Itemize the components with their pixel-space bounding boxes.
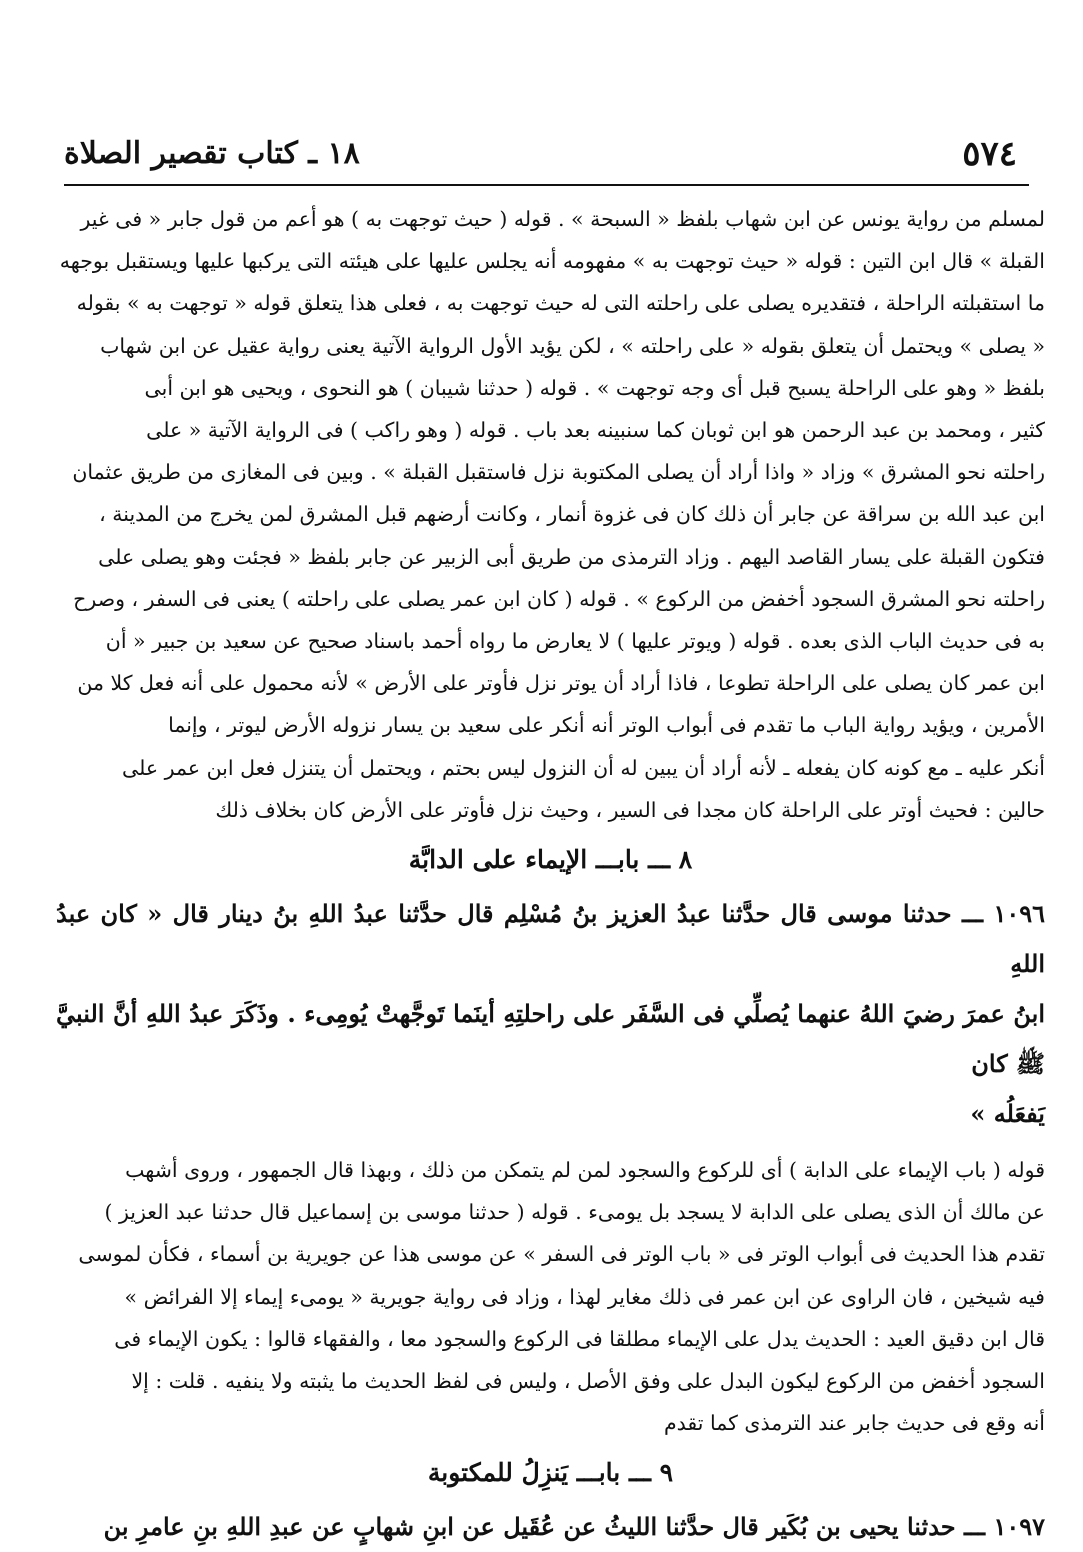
hadith-line: يَفعَلُه » [970, 1099, 1045, 1129]
hadith-1096 [56, 889, 1045, 1139]
commentary-line: قوله ( باب الإيماء على الدابة ) أى للركوع والسجود لمن لم يتمكن من ذلك ، وبهذا قال الجمهور ، وروى أشهب [125, 1158, 1045, 1183]
commentary-line: راحلته نحو المشرق السجود أخفض من الركوع » . قوله ( كان ابن عمر يصلى على راحلته ) يعنى فى السفر ، وصرح [73, 586, 1045, 611]
page-number: ٥٧٤ [962, 134, 1017, 174]
commentary-line: لمسلم من رواية يونس عن ابن شهاب بلفظ « السبحة » . قوله ( حيث توجهت به ) هو أعم من قول جابر « فى غير [80, 207, 1045, 231]
hadith-1097 [56, 1502, 1045, 1552]
commentary-block-1 [56, 198, 1045, 831]
commentary-line: ابن عمر كان يصلى على الراحلة تطوعا ، فاذا أراد أن يوتر نزل فأوتر على الأرض » لأنه محمول على أنه فعل كلا من [77, 671, 1045, 696]
running-head [64, 128, 1017, 180]
commentary-block-2 [56, 1149, 1045, 1444]
commentary-line: تقدم هذا الحديث فى أبواب الوتر فى « باب الوتر فى السفر » عن موسى هذا عن جويرية بن أسماء ، فكأن لموسى [78, 1242, 1045, 1267]
chapter-heading-8: ٨ ـــ بابـــ الإيماء على الدابَّة [408, 845, 693, 875]
commentary-line: السجود أخفض من الركوع ليكون البدل على وفق الأصل ، وليس فى لفظ الحديث ما يثبته ولا ينفيه . قلت : إلا [131, 1369, 1045, 1394]
commentary-line: « يصلى » ويحتمل أن يتعلق بقوله « على راحلته » ، لكن يؤيد الأول الرواية الآتية يعنى رواية عقيل عن ابن شهاب [100, 333, 1045, 358]
hadith-line: ١٠٩٧ ـــ حدثنا يحيى بن بُكَير قال حدَّثنا الليثُ عن عُقَيل عن ابنِ شهابٍ عن عبدِ اللهِ بنِ عامرِ بن [103, 1512, 1045, 1542]
commentary-line: حالين : فحيث أوتر على الراحلة كان مجدا فى السير ، وحيث نزل فأوتر على الأرض كان بخلاف ذلك [215, 797, 1045, 822]
commentary-line: بلفظ « وهو على الراحلة يسبح قبل أى وجه توجهت » . قوله ( حدثنا شيبان ) هو النحوى ، ويحيى هو ابن أبى [144, 375, 1045, 400]
chapter-heading-9: ٩ ـــ بابـــ يَنزِلُ للمكتوبة [427, 1458, 674, 1488]
commentary-line: راحلته نحو المشرق » وزاد « واذا أراد أن يصلى المكتوبة نزل فاستقبل القبلة » . وبين فى المغازى من طريق عثمان [72, 460, 1045, 485]
commentary-line: أنه وقع فى حديث جابر عند الترمذى كما تقدم [663, 1411, 1045, 1436]
page-body [56, 198, 1045, 1552]
spacer [56, 1139, 1045, 1149]
commentary-line: به فى حديث الباب الذى بعده . قوله ( ويوتر عليها ) لا يعارض ما رواه أحمد باسناد صحيح عن سعيد بن جبير « أن [105, 629, 1045, 654]
commentary-line: القبلة » قال ابن التين : قوله « حيث توجهت به » مفهومه أنه يجلس عليها على هيئته التى يركبها عليها ويستقبل بوجهه [59, 249, 1045, 274]
commentary-line: عن مالك أن الذى يصلى على الدابة لا يسجد بل يومىء . قوله ( حدثنا موسى بن إسماعيل قال حدثنا عبد العزيز ) [104, 1200, 1045, 1225]
hadith-line: ١٠٩٦ ـــ حدثنا موسى قال حدَّثنا عبدُ العزيز بنُ مُسْلِم قال حدَّثنا عبدُ اللهِ بنُ دينار قال « كان عبدُ اللهِ [56, 899, 1045, 979]
commentary-line: قال ابن دقيق العيد : الحديث يدل على الإيماء مطلقا فى الركوع والسجود معا ، والفقهاء قالوا : يكون الإيماء فى [114, 1326, 1045, 1351]
chapter-title: ١٨ ـ كتاب تقصير الصلاة [64, 136, 360, 171]
commentary-line: فيه شيخين ، فان الراوى عن ابن عمر فى ذلك مغاير لهذا ، وزاد فى رواية جويرية « يومىء إيماء إلا الفرائض » [124, 1284, 1045, 1309]
commentary-line: ما استقبلته الراحلة ، فتقديره يصلى على راحلته التى له حيث توجهت به ، فعلى هذا يتعلق قوله « توجهت به » بقوله [76, 291, 1045, 316]
commentary-line: أنكر عليه ـ مع كونه كان يفعله ـ لأنه أراد أن يبين له أن النزول ليس بحتم ، ويحتمل أن يتنزل فعل ابن عمر على [122, 755, 1045, 780]
hadith-line: ابنُ عمرَ رضيَ اللهُ عنهما يُصلِّي فى السَّفَر على راحلتِهِ أينَما تَوجَّهتْ يُومِىء . وذَكَرَ عبدُ اللهِ أنَّ النبيَّ ﷺ كان [56, 999, 1045, 1079]
commentary-line: ابن عبد الله بن سراقة عن جابر أن ذلك كان فى غزوة أنمار ، وكانت أرضهم قبل المشرق لمن يخرج من المدينة ، [99, 502, 1045, 527]
header-rule [64, 184, 1029, 186]
commentary-line: فتكون القبلة على يسار القاصد اليهم . وزاد الترمذى من طريق أبى الزبير عن جابر بلفظ « فجئت وهو يصلى على [98, 544, 1045, 569]
commentary-line: الأمرين ، ويؤيد رواية الباب ما تقدم فى أبواب الوتر أنه أنكر على سعيد بن يسار نزوله الأرض ليوتر ، وإنما [168, 713, 1045, 738]
commentary-line: كثير ، ومحمد بن عبد الرحمن هو ابن ثوبان كما سنبينه بعد باب . قوله ( وهو راكب ) فى الرواية الآتية « على [146, 418, 1045, 443]
